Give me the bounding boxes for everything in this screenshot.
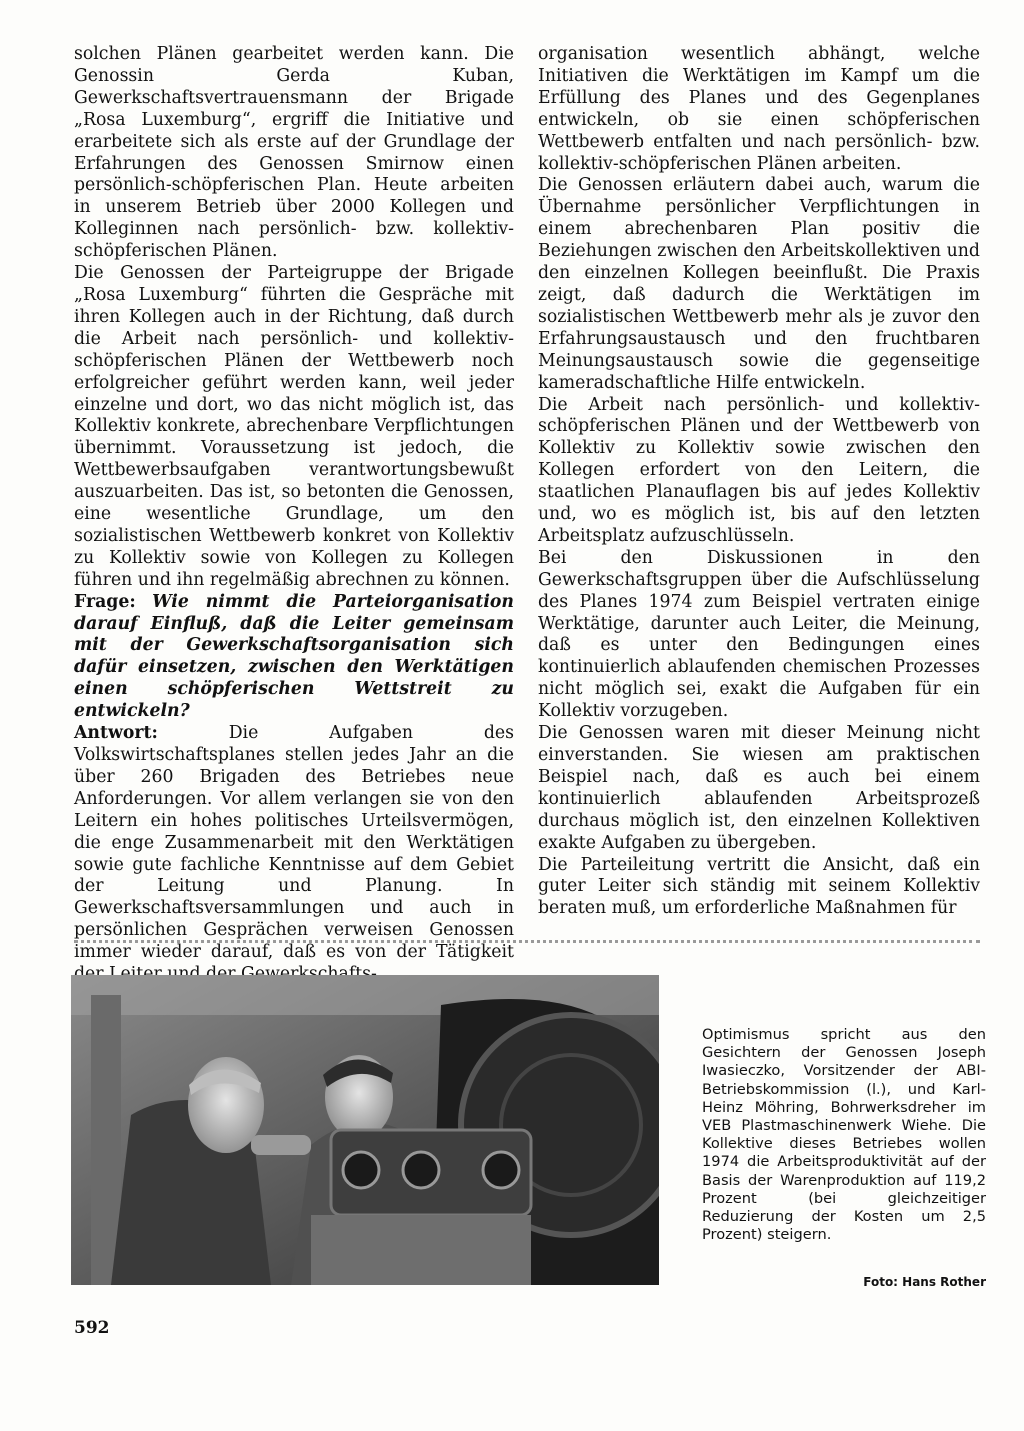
right-column <box>538 44 980 920</box>
photo-workshop-two-men <box>71 975 659 1285</box>
question-text: Wie nimmt die Parteiorganisation darauf Einfluß, daß die Leiter gemeinsam mit der Gewerkschaftsorganisation sich dafür einsetzen, zwischen den Werktätigen einen schöpferischen Wettstreit zu entwickeln? <box>74 591 514 722</box>
section-divider <box>74 940 980 943</box>
answer-text: Die Aufgaben des Volkswirtschaftsplanes stellen jedes Jahr an die über 260 Brigaden des Betriebes neue Anforderungen. Vor allem verlangen sie von den Leitern ein hohes politisches Urteilsvermögen, die enge Zusammenarbeit mit den Werktätigen sowie gute fachliche Kenntnisse auf dem Gebiet der Leitung und Planung. In Gewerkschaftsversammlungen und auch in persönlichen Gesprächen verweisen Genossen immer wieder darauf, daß es von der Tätigkeit <box>74 723 514 963</box>
paragraph: Bei den Diskussionen in den Gewerkschaftsgruppen über die Aufschlüsselung des Planes 1974 zum Beispiel vertraten einige Werktätige, darunter auch Leiter, die Meinung, daß es unter den Bedingungen eines kontinuierlich ablaufenden chemischen Prozesses nicht möglich sei, exakt die Aufgaben für ein Kollektiv vorzugeben. <box>538 547 980 722</box>
paragraph: solchen Plänen gearbeitet werden kann. Die Genossin Gerda Kuban, Gewerkschaftsvertrauensmann der Brigade „Rosa Luxemburg“, ergriff die Initiative und erarbeitete sich als erste auf der Grundlage der Erfahrungen des Genossen Smirnow einen persönlich-schöpferischen Plan. Heute arbeiten in unserem Betrieb über 2000 Kollegen und Kolleginnen nach persönlich- bzw. kollektiv-schöpferischen Plänen. <box>74 44 514 262</box>
paragraph: Die Genossen erläutern dabei auch, warum die Übernahme persönlicher Verpflichtungen in einem abrechenbaren Plan positiv die Beziehungen zwischen den Arbeitskollektiven und den einzelnen Kollegen beeinflußt. Die Praxis zeigt, daß dadurch die Werktätigen im sozialistischen Wettbewerb mehr als je zuvor den Erfahrungsaustausch und den fruchtbaren Meinungsaustausch sowie die gegenseitige kameradschaftliche Hilfe entwickeln. <box>538 175 980 393</box>
left-column <box>74 44 514 986</box>
photo-caption: Optimismus spricht aus den Gesichtern der Genossen Joseph Iwasieczko, Vorsitzender der ABI-Betriebskommission (l.), und Karl-Heinz Möhring, Bohrwerksdreher im VEB Plastmaschinenwerk Wiehe. Die Kollektive dieses Betriebes wollen 1974 die Arbeitsproduktivität auf der Basis der Warenproduktion auf 119,2 Prozent (bei gleichzeitiger Reduzierung der Kosten um 2,5 Prozent) steigern. <box>702 1026 986 1244</box>
paragraph: Die Arbeit nach persönlich- und kollektiv-schöpferischen Plänen und der Wettbewerb von Kollektiv zu Kollektiv sowie zwischen den Kollegen erfordert von den Leitern, die staatlichen Planauflagen bis auf jedes Kollektiv und, wo es möglich ist, bis auf den letzten Arbeitsplatz aufzuschlüsseln. <box>538 394 980 546</box>
paragraph: Die Genossen waren mit dieser Meinung nicht einverstanden. Sie wiesen am praktischen Beispiel nach, daß es auch bei einem kontinuierlich ablaufenden Arbeitsprozeß durchaus möglich ist, den einzelnen Kollektiven exakte Aufgaben zu übergeben. <box>538 723 980 853</box>
answer-label: Antwort: <box>74 723 158 744</box>
paragraph: Die Genossen der Parteigruppe der Brigade „Rosa Luxemburg“ führten die Gespräche mit ihren Kollegen auch in der Richtung, daß durch die Arbeit nach persönlich- und kollektiv-schöpferischen Plänen der Wettbewerb noch erfolgreicher geführt werden kann, weil jeder einzelne und dort, wo das nicht möglich ist, das Kollektiv konkrete, abrechenbare Verpflichtungen übernimmt. Voraussetzung ist jedoch, die Wettbewerbsaufgaben verantwortungsbewußt auszuarbeiten. Das ist, so betonten die Genossen, eine wesentliche Grundlage, um den sozialistischen Wettbewerb konkret von Kollektiv zu Kollektiv sowie von Kollegen zu Kollegen führen und ihn regelmäßig abrechnen zu können. <box>74 263 514 590</box>
page-number: 592 <box>74 1318 110 1338</box>
paragraph: Die Parteileitung vertritt die Ansicht, daß ein guter Leiter sich ständig mit seinem Kollektiv beraten muß, um erforderliche Maßnahmen für <box>538 854 980 919</box>
photo <box>71 975 659 1285</box>
paragraph: organisation wesentlich abhängt, welche Initiativen die Werktätigen im Kampf um die Erfüllung des Planes und des Gegenplanes entwickeln, ob sie einen schöpferischen Wettbewerb entfalten und nach persönlich- bzw. kollektiv-schöpferischen Plänen arbeiten. <box>538 44 980 174</box>
photo-credit: Foto: Hans Rother <box>863 1275 986 1289</box>
question <box>74 592 514 723</box>
question-label: Frage: <box>74 591 136 612</box>
answer <box>74 723 514 986</box>
